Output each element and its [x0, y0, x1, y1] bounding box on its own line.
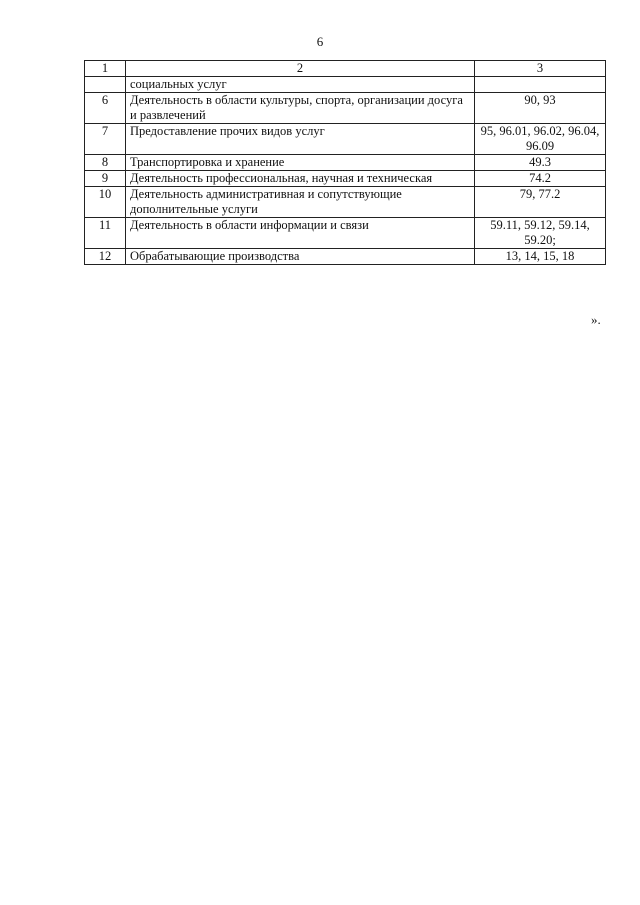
row-number: 11: [85, 218, 126, 249]
table-row: [85, 187, 606, 218]
row-number: [85, 77, 126, 93]
table-row: [85, 93, 606, 124]
table-row: [85, 155, 606, 171]
activity-name: Предоставление прочих видов услуг: [126, 124, 475, 155]
header-cell-1: 1: [85, 61, 126, 77]
row-number: 9: [85, 171, 126, 187]
header-cell-2: 2: [126, 61, 475, 77]
okved-codes: 49.3: [475, 155, 606, 171]
closing-quote: ».: [591, 312, 601, 327]
row-number: 10: [85, 187, 126, 218]
activity-name: Обрабатывающие производства: [126, 249, 475, 265]
page-number: 6: [316, 34, 324, 49]
okved-codes: 90, 93: [475, 93, 606, 124]
activity-name: Деятельность в области культуры, спорта, организации досуга и развлечений: [126, 93, 475, 124]
row-number: 8: [85, 155, 126, 171]
table-row: [85, 77, 606, 93]
row-number: 7: [85, 124, 126, 155]
header-cell-3: 3: [475, 61, 606, 77]
table-row: [85, 124, 606, 155]
classification-table: [84, 60, 606, 265]
okved-codes: 79, 77.2: [475, 187, 606, 218]
okved-codes: 13, 14, 15, 18: [475, 249, 606, 265]
row-number: 6: [85, 93, 126, 124]
table-row: [85, 218, 606, 249]
okved-codes: 74.2: [475, 171, 606, 187]
okved-codes: 59.11, 59.12, 59.14, 59.20;: [475, 218, 606, 249]
okved-codes: 95, 96.01, 96.02, 96.04, 96.09: [475, 124, 606, 155]
activity-name: социальных услуг: [126, 77, 475, 93]
activity-name: Транспортировка и хранение: [126, 155, 475, 171]
activity-name: Деятельность административная и сопутствующие дополнительные услуги: [126, 187, 475, 218]
okved-codes: [475, 77, 606, 93]
table-header-row: [85, 61, 606, 77]
table-row: [85, 171, 606, 187]
row-number: 12: [85, 249, 126, 265]
table-row: [85, 249, 606, 265]
activity-name: Деятельность профессиональная, научная и техническая: [126, 171, 475, 187]
activity-name: Деятельность в области информации и связи: [126, 218, 475, 249]
